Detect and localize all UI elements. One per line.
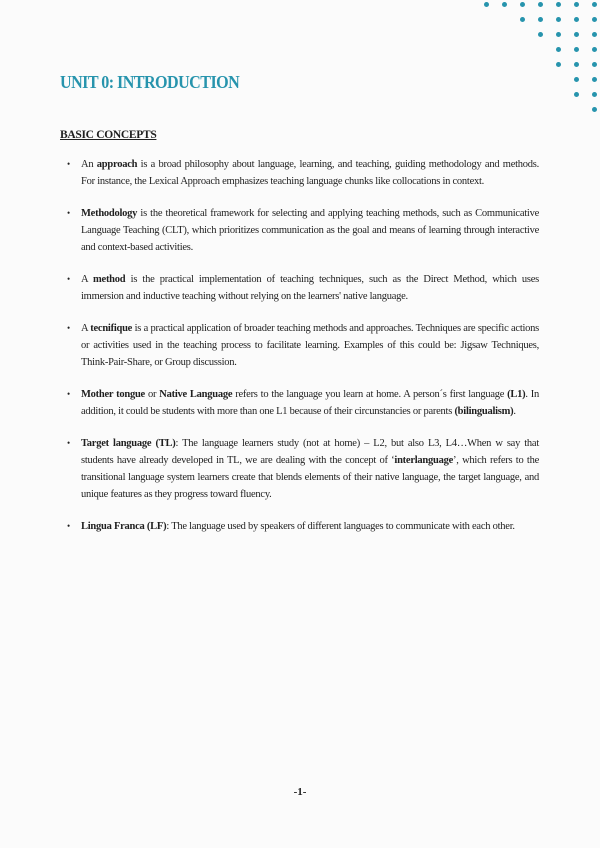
dot [538, 2, 543, 7]
concept-item [67, 156, 539, 190]
dot [574, 2, 579, 7]
page-number: -1- [293, 786, 307, 798]
dot [574, 47, 579, 52]
dot [592, 107, 597, 112]
dot [556, 17, 561, 22]
concept-text: An [81, 159, 97, 170]
dot-pattern-icon [0, 0, 600, 120]
dot [484, 2, 489, 7]
key-term: interlanguage [394, 455, 454, 466]
concept-item [67, 518, 539, 535]
dot [574, 77, 579, 82]
concept-text: or [144, 389, 160, 400]
concept-text: : The language used by speakers of different languages to communicate with each other. [166, 521, 515, 532]
key-term: tecnifique [90, 323, 133, 334]
concept-item [67, 205, 539, 256]
dot [502, 2, 507, 7]
bullet-icon: • [67, 521, 70, 531]
key-term: Native Language [159, 389, 233, 400]
dot [574, 62, 579, 67]
concept-text: ’, which refers to the transitional language system learners create that blends elements of their native language, the target language, and unique features as they progress toward fluency. [81, 455, 539, 500]
key-term: (bilingualism) [454, 406, 514, 417]
bullet-icon: • [67, 159, 70, 169]
unit-title: UNIT 0: INTRODUCTION [60, 72, 240, 92]
key-term: Lingua Franca (LF) [81, 521, 167, 532]
section-heading: BASIC CONCEPTS [60, 129, 157, 141]
dot [538, 17, 543, 22]
concept-text: . In addition, it could be students with more than one L1 because of their circunstancies or parents [81, 389, 540, 417]
concept-text: : The language learners study (not at home) – L2, but also L3, L4…When w say that students have already developed in TL, we are dealing with the concept of ‘ [81, 438, 539, 466]
concept-text: is the practical implementation of teaching techniques, such as the Direct Method, which uses immersion and inductive teaching without relying on the learners' native language. [81, 274, 539, 302]
bullet-icon: • [67, 323, 70, 333]
dot [592, 32, 597, 37]
concept-text: . [513, 406, 516, 417]
concept-list [67, 156, 540, 550]
concept-item [67, 435, 539, 503]
dot [520, 2, 525, 7]
concept-text: is a broad philosophy about language, learning, and teaching, guiding methodology and methods. For instance, the Lexical Approach emphasizes teaching language chunks like collocations in context. [81, 159, 539, 187]
dot [556, 32, 561, 37]
concept-item [67, 386, 540, 420]
dot [538, 32, 543, 37]
dot [592, 47, 597, 52]
key-term: method [93, 274, 126, 285]
dot [592, 77, 597, 82]
dot [592, 17, 597, 22]
key-term: Target language (TL) [81, 438, 176, 449]
key-term: approach [96, 159, 138, 170]
dot [556, 2, 561, 7]
concept-item [67, 320, 539, 371]
concept-item [67, 271, 539, 305]
dot [592, 62, 597, 67]
bullet-icon: • [67, 389, 70, 399]
key-term: Methodology [81, 208, 138, 219]
dot [574, 17, 579, 22]
key-term: Mother tongue [81, 389, 145, 400]
dot [520, 17, 525, 22]
concept-text: A [81, 323, 91, 334]
dot [556, 47, 561, 52]
bullet-icon: • [67, 208, 70, 218]
dot [592, 92, 597, 97]
dot [574, 92, 579, 97]
dot [592, 2, 597, 7]
bullet-icon: • [67, 438, 70, 448]
key-term: (L1) [507, 389, 526, 400]
concept-text: refers to the language you learn at home. A person´s first language [232, 389, 508, 400]
concept-text: is the theoretical framework for selecting and applying teaching methods, such as Communicative Language Teaching (CLT), which prioritizes communication as the goal and means of learning through interactive and context-based activities. [81, 208, 539, 253]
dot [556, 62, 561, 67]
concept-text: is a practical application of broader teaching methods and approaches. Techniques are specific actions or activities used in the teaching process to facilitate learning. Examples of this could be: Jigsaw Techniques, Think-Pair-Share, or Group discussion. [81, 323, 539, 368]
bullet-icon: • [67, 274, 70, 284]
dot [574, 32, 579, 37]
concept-text: A [81, 274, 94, 285]
